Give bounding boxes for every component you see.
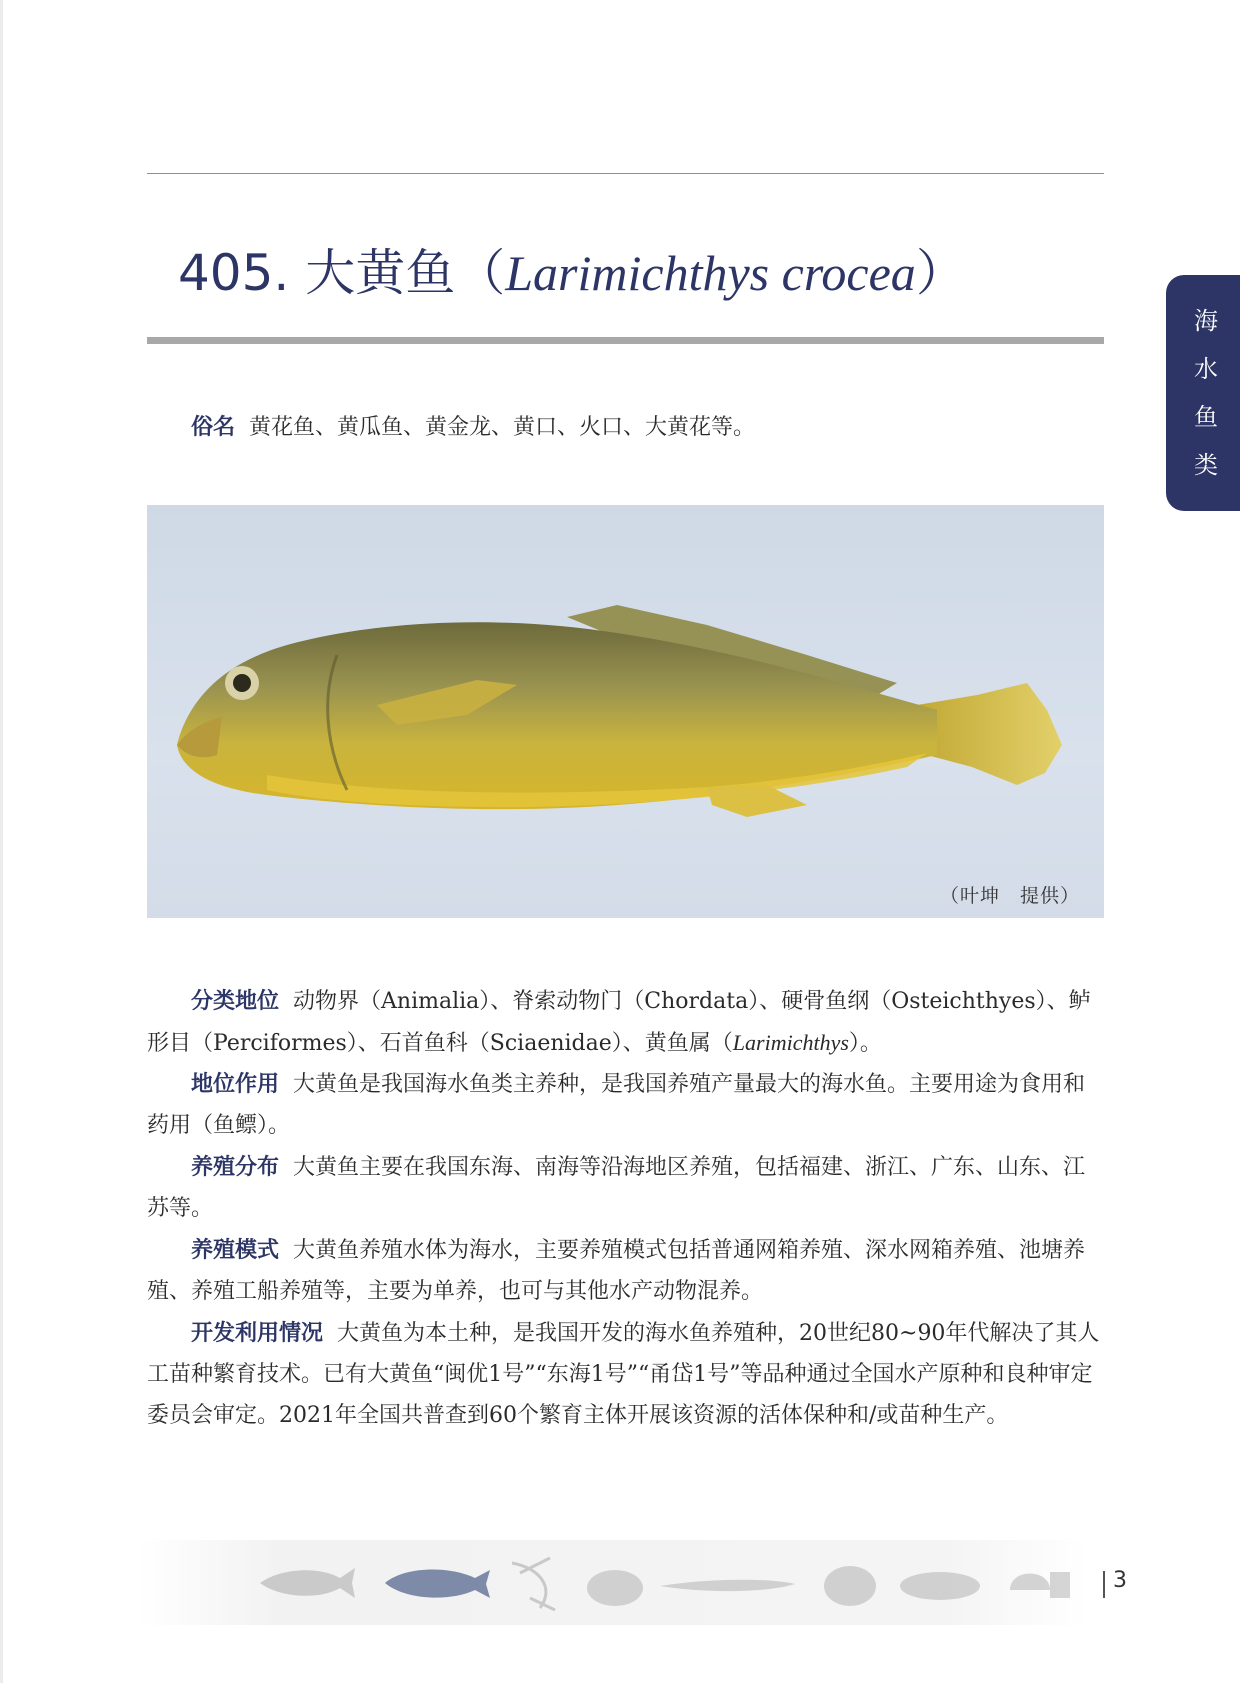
page-number: 3 (1113, 1568, 1127, 1593)
croaker-icon (385, 1570, 490, 1598)
page-number-bar (1103, 1571, 1105, 1598)
common-name-paragraph (147, 407, 1104, 448)
shrimp-icon (512, 1558, 555, 1610)
side-tab-char: 海 (1194, 307, 1218, 335)
classification-text-end: ）。 (848, 1031, 882, 1056)
footer-species-icons (250, 1548, 1090, 1618)
development-label: 开发利用情况 (191, 1321, 324, 1346)
distribution-label: 养殖分布 (191, 1155, 280, 1180)
role-text: 大黄鱼是我国海水鱼类主养种，是我国养殖产量最大的海水鱼。主要用途为食用和药用（鱼鳔）。 (147, 1072, 1086, 1138)
side-tab-char: 鱼 (1194, 403, 1218, 431)
yellow-croaker-illustration (147, 505, 1104, 918)
distribution-text: 大黄鱼主要在我国东海、南海等沿海地区养殖，包括福建、浙江、广东、山东、江苏等。 (147, 1155, 1086, 1221)
page-edge (0, 0, 3, 1683)
role-paragraph (147, 1064, 1104, 1146)
title-underline-bar (147, 337, 1104, 344)
page-title (178, 238, 966, 308)
classification-label: 分类地位 (191, 989, 280, 1014)
turtle-icon (824, 1566, 876, 1606)
photo-credit: （叶坤 提供） (939, 885, 1080, 907)
common-name-text: 黄花鱼、黄瓜鱼、黄金龙、黄口、火口、大黄花等。 (249, 415, 756, 440)
top-rule (147, 173, 1104, 174)
classification-text: 动物界（Animalia）、脊索动物门（Chordata）、硬骨鱼纲（Osteichthyes）、鲈形目（Perciformes）、石首鱼科（Sciaenidae）、黄鱼属（ (147, 989, 1091, 1056)
side-tab-char: 水 (1194, 355, 1218, 383)
side-tab-char: 类 (1194, 451, 1218, 479)
role-label: 地位作用 (191, 1072, 280, 1097)
section-side-tab (1166, 275, 1240, 511)
mode-paragraph (147, 1230, 1104, 1312)
classification-genus: Larimichthys (732, 1030, 849, 1055)
development-text: 大黄鱼为本土种，是我国开发的海水鱼养殖种，20世纪80~90年代解决了其人工苗种繁育技术。已有大黄鱼“闽优1号”“东海1号”“甬岱1号”等品种通过全国水产原种和良种审定委员会审定。2021年全国共普查到60个繁育主体开展该资源的活体保种和/或苗种生产。 (147, 1321, 1100, 1428)
sea-cucumber-icon (900, 1572, 980, 1600)
mode-text: 大黄鱼养殖水体为海水，主要养殖模式包括普通网箱养殖、深水网箱养殖、池塘养殖、养殖工船养殖等，主要为单养，也可与其他水产动物混养。 (147, 1238, 1086, 1304)
title-latin-name: Larimichthys crocea (505, 245, 916, 301)
title-number-name: 405. 大黄鱼（ (178, 244, 506, 302)
classification-paragraph (147, 981, 1104, 1064)
jellyfish-icon (1010, 1572, 1070, 1598)
common-name-label: 俗名 (191, 415, 236, 440)
mode-label: 养殖模式 (191, 1238, 280, 1263)
title-close: ） (915, 244, 966, 302)
shell-icon (587, 1570, 643, 1606)
fish-icon (260, 1568, 355, 1598)
fish-photo (147, 505, 1104, 918)
distribution-paragraph (147, 1147, 1104, 1229)
eel-icon (660, 1580, 795, 1591)
development-paragraph (147, 1313, 1104, 1436)
